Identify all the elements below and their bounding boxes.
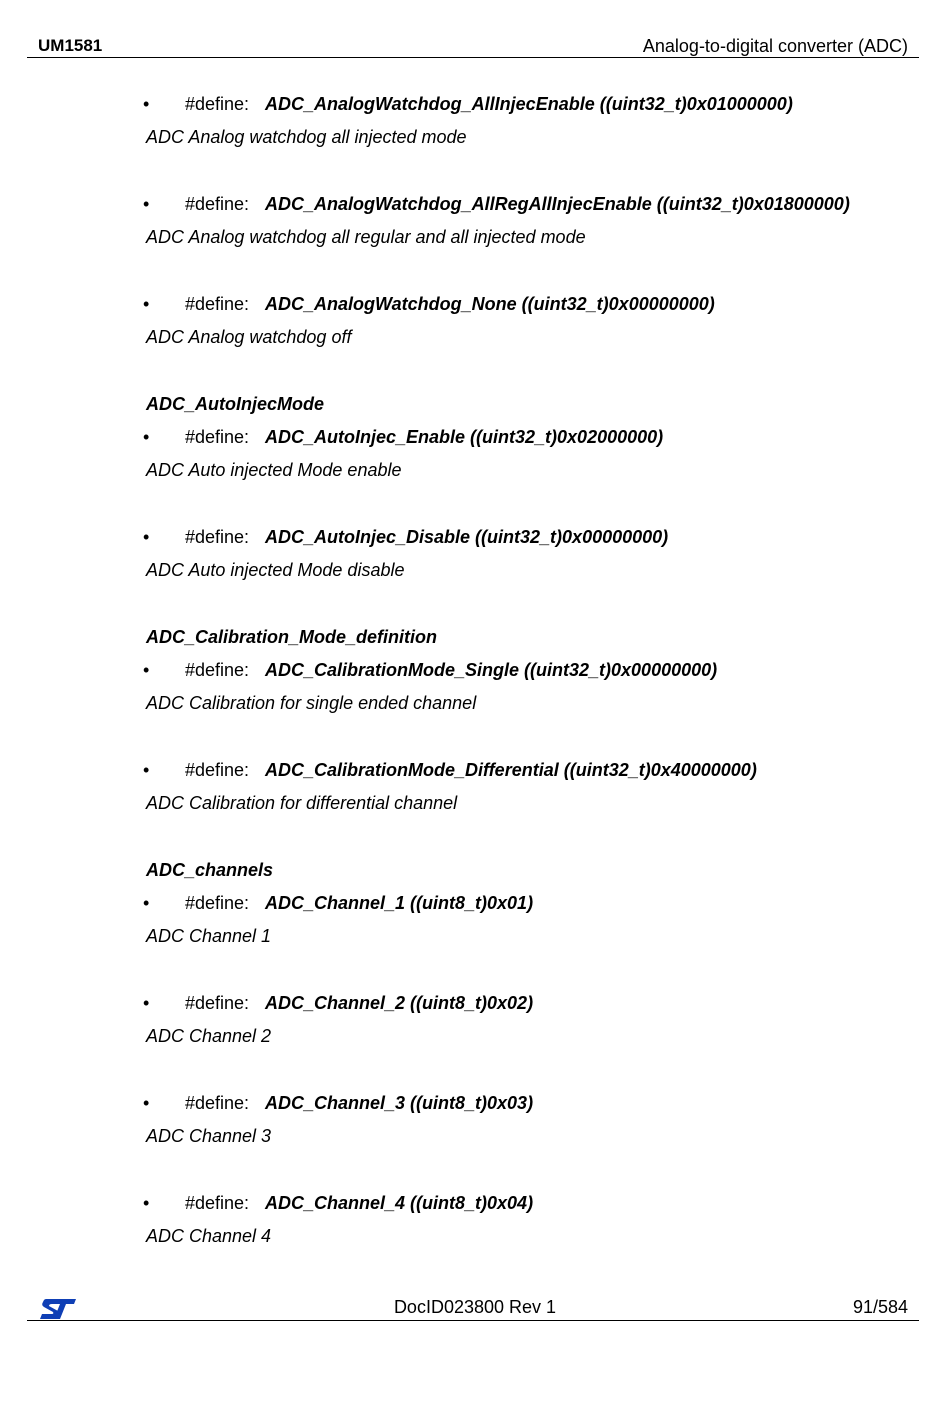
section-title: ADC_Calibration_Mode_definition [146,627,438,647]
footer-rule [27,1320,919,1321]
define-description: ADC Calibration for differential channel [146,793,458,813]
section-title: ADC_AutoInjecMode [146,394,325,414]
define-item [143,1193,916,1213]
bullet-icon: • [143,427,150,447]
page-content [143,94,916,1293]
define-item [143,427,916,447]
define-description: ADC Channel 4 [146,1226,272,1246]
define-keyword: #define: [185,194,250,214]
bullet-icon: • [143,294,150,314]
define-description: ADC Channel 2 [146,1026,272,1046]
define-item [143,94,916,114]
define-macro: ADC_Channel_1 ((uint8_t)0x01) [265,893,534,913]
define-description: ADC Analog watchdog all injected mode [146,127,467,147]
define-macro: ADC_Channel_2 ((uint8_t)0x02) [265,993,534,1013]
define-macro: ADC_AnalogWatchdog_AllRegAllInjecEnable ((uint32_t)0x01800000) [265,194,850,214]
define-keyword: #define: [185,294,250,314]
bullet-icon: • [143,94,150,114]
define-keyword: #define: [185,527,250,547]
define-description: ADC Channel 3 [146,1126,272,1146]
define-description: ADC Calibration for single ended channel [146,693,477,713]
define-item [143,194,916,214]
footer-doc-revision: DocID023800 Rev 1 [393,1297,557,1317]
define-macro: ADC_AnalogWatchdog_None ((uint32_t)0x00000000) [265,294,715,314]
define-description: ADC Channel 1 [146,926,272,946]
define-keyword: #define: [185,660,250,680]
define-macro: ADC_AnalogWatchdog_AllInjecEnable ((uint32_t)0x01000000) [265,94,793,114]
header-rule [27,57,919,58]
define-item [143,294,916,314]
bullet-icon: • [143,527,150,547]
section-title: ADC_channels [146,860,274,880]
footer-page-number: 91/584 [852,1297,908,1317]
define-item [143,893,916,913]
define-keyword: #define: [185,1193,250,1213]
header-section-title: Analog-to-digital converter (ADC) [642,36,908,56]
define-description: ADC Auto injected Mode disable [146,560,405,580]
bullet-icon: • [143,1193,150,1213]
define-description: ADC Auto injected Mode enable [146,460,402,480]
define-macro: ADC_Channel_4 ((uint8_t)0x04) [265,1193,534,1213]
define-keyword: #define: [185,893,250,913]
define-description: ADC Analog watchdog all regular and all injected mode [146,227,586,247]
header-doc-id: UM1581 [38,36,103,55]
define-item [143,993,916,1013]
define-item [143,760,916,780]
define-item [143,527,916,547]
define-description: ADC Analog watchdog off [146,327,352,347]
bullet-icon: • [143,893,150,913]
define-macro: ADC_AutoInjec_Enable ((uint32_t)0x02000000) [265,427,664,447]
define-keyword: #define: [185,94,250,114]
bullet-icon: • [143,660,150,680]
define-keyword: #define: [185,427,250,447]
define-item [143,1093,916,1113]
bullet-icon: • [143,194,150,214]
define-keyword: #define: [185,760,250,780]
bullet-icon: • [143,760,150,780]
define-macro: ADC_CalibrationMode_Differential ((uint32_t)0x40000000) [265,760,757,780]
define-macro: ADC_CalibrationMode_Single ((uint32_t)0x00000000) [265,660,718,680]
define-macro: ADC_AutoInjec_Disable ((uint32_t)0x00000000) [265,527,669,547]
define-item [143,660,916,680]
bullet-icon: • [143,1093,150,1113]
define-keyword: #define: [185,1093,250,1113]
define-keyword: #define: [185,993,250,1013]
define-macro: ADC_Channel_3 ((uint8_t)0x03) [265,1093,534,1113]
bullet-icon: • [143,993,150,1013]
